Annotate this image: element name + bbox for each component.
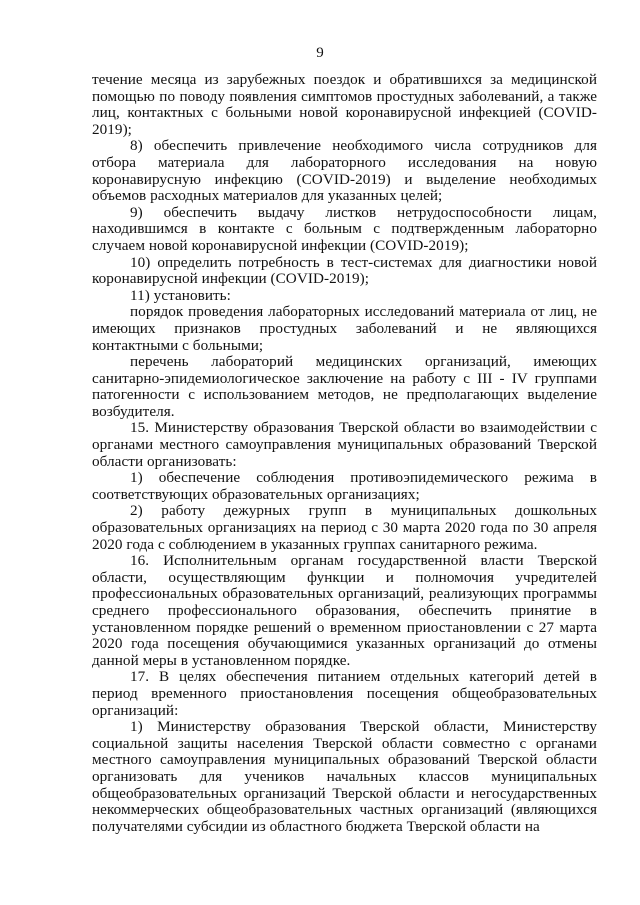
paragraph-item-8: 8) обеспечить привлечение необходимого числа сотрудников для отбора материала для лабораторного исследования на новую коронавирусную инфекцию (COVID-2019) и выделение необходимых объемов расходных материалов для указанных целей; <box>92 137 597 205</box>
paragraph-section-16: 16. Исполнительным органам государственной власти Тверской области, осуществляющим функции и полномочия учредителей профессиональных образовательных организаций, реализующих программы среднего профессионального образования, обеспечить принятие в установленном порядке решений о временном приостановлении с 27 марта 2020 года посещения обучающимися указанных организаций до отмены данной меры в установленном порядке. <box>92 552 597 669</box>
paragraph-section-17-item-1: 1) Министерству образования Тверской области, Министерству социальной защиты населения Тверской области совместно с органами местного самоуправления муниципальных образований Тверской области организовать для учеников начальных классов муниципальных общеобразовательных организаций Тверской области и негосударственных некоммерческих общеобразовательных частных организаций (являющихся получателями субсидии из областного бюджета Тверской области на <box>92 718 597 835</box>
page-number: 9 <box>316 45 324 61</box>
paragraph-lab-procedure: порядок проведения лабораторных исследований материала от лиц, не имеющих признаков простудных заболеваний и не являющихся контактными с больными; <box>92 303 597 354</box>
paragraph-section-17: 17. В целях обеспечения питанием отдельных категорий детей в период временного приостановления посещения общеобразовательных организаций: <box>92 668 597 719</box>
paragraph-item-9: 9) обеспечить выдачу листков нетрудоспособности лицам, находившимся в контакте с больным с подтвержденным лабораторно случаем новой коронавирусной инфекции (COVID-2019); <box>92 203 597 254</box>
paragraph-section-15: 15. Министерству образования Тверской области во взаимодействии с органами местного самоуправления муниципальных образований Тверской области организовать: <box>92 419 597 470</box>
paragraph-section-15-item-1: 1) обеспечение соблюдения противоэпидемического режима в соответствующих образовательных организациях; <box>92 469 597 503</box>
paragraph-item-11: 11) установить: <box>130 286 231 304</box>
document-body <box>92 72 597 835</box>
paragraph-section-15-item-2: 2) работу дежурных групп в муниципальных дошкольных образовательных организациях на период с 30 марта 2020 года по 30 апреля 2020 года с соблюдением в указанных группах санитарного режима. <box>92 502 597 553</box>
paragraph-lab-list: перечень лабораторий медицинских организаций, имеющих санитарно-эпидемиологическое заключение на работу с III - IV группами патогенности с использованием методов, не предполагающих выделение возбудителя. <box>92 353 597 420</box>
paragraph-continuation: течение месяца из зарубежных поездок и обратившихся за медицинской помощью по поводу появления симптомов простудных заболеваний, а также лиц, контактных с больными новой коронавирусной инфекцией (COVID-2019); <box>92 71 597 138</box>
paragraph-item-10: 10) определить потребность в тест-системах для диагностики новой коронавирусной инфекции (COVID-2019); <box>92 253 597 288</box>
